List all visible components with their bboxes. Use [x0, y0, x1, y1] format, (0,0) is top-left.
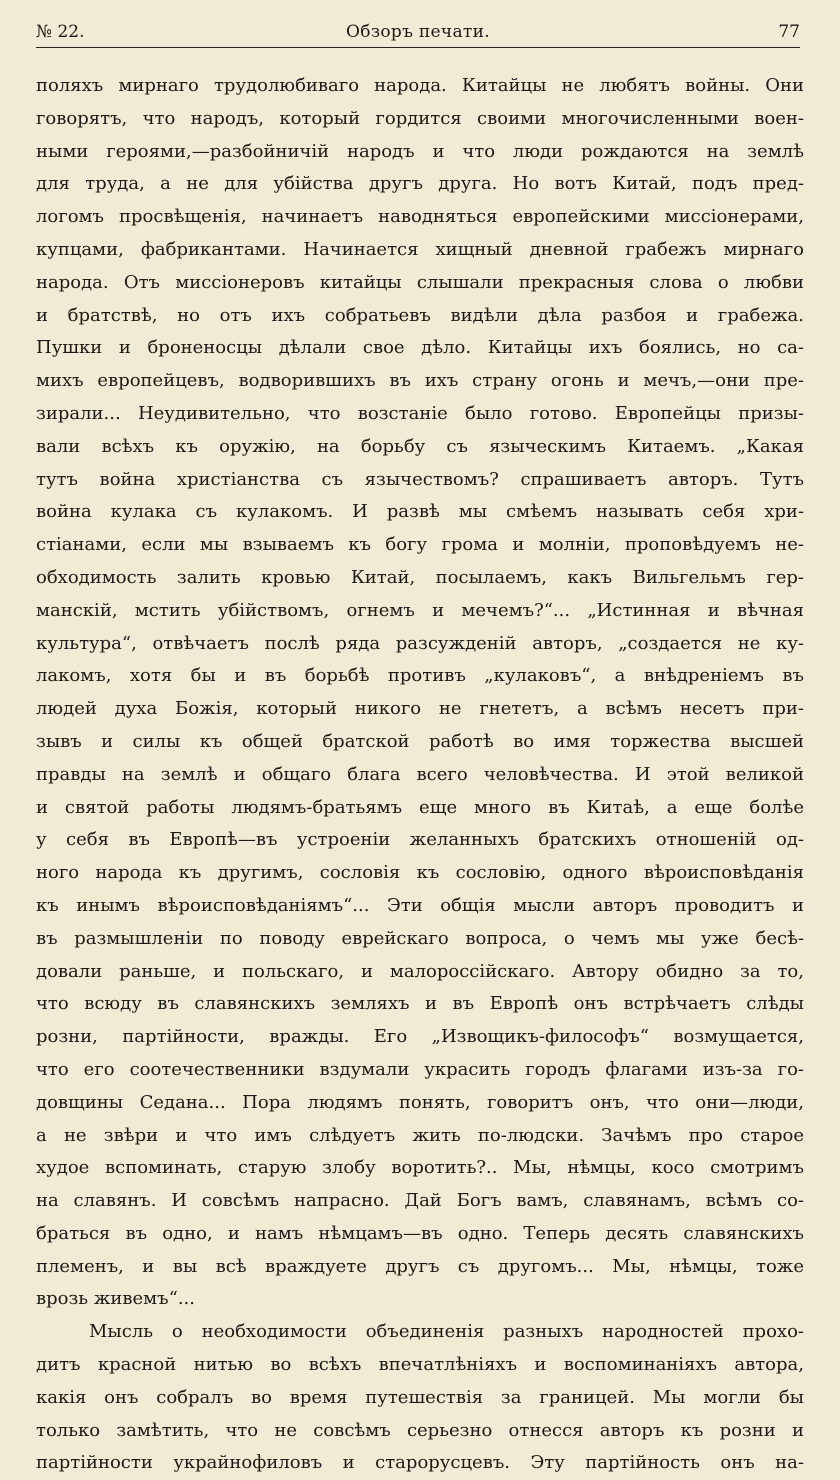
- text-line: къ инымъ вѣроисповѣданіямъ“... Эти общія мысли авторъ проводитъ и: [36, 894, 804, 916]
- text-line: что всюду въ славянскихъ земляхъ и въ Европѣ онъ встрѣчаетъ слѣды: [36, 993, 804, 1015]
- text-line: а не звѣри и что имъ слѣдуетъ жить по-людски. Зачѣмъ про старое: [36, 1124, 804, 1146]
- text-line: тутъ война христіанства съ язычествомъ? спрашиваетъ авторъ. Тутъ: [36, 468, 804, 490]
- text-line: врозь живемъ“...: [36, 1288, 195, 1310]
- text-line: культура“, отвѣчаетъ послѣ ряда разсужденій авторъ, „создается не ку-: [36, 632, 804, 654]
- text-line: у себя въ Европѣ—въ устроеніи желанныхъ братскихъ отношеній од-: [36, 829, 804, 851]
- text-line: говорятъ, что народъ, который гордится своими многочисленными воен-: [36, 107, 804, 129]
- text-line: правды на землѣ и общаго блага всего человѣчества. И этой великой: [36, 763, 804, 785]
- article-body: [36, 70, 804, 1480]
- text-line: какія онъ собралъ во время путешествія за границей. Мы могли бы: [36, 1386, 804, 1408]
- text-line: война кулака съ кулакомъ. И развѣ мы смѣемъ называть себя хри-: [36, 501, 804, 523]
- text-line: стіанами, если мы взываемъ къ богу грома и молніи, проповѣдуемъ не-: [36, 534, 804, 556]
- text-line: браться въ одно, и намъ нѣмцамъ—въ одно. Теперь десять славянскихъ: [36, 1222, 804, 1244]
- text-line: ного народа къ другимъ, сословія къ сословію, одного вѣроисповѣданія: [36, 862, 804, 884]
- text-line: михъ европейцевъ, водворившихъ въ ихъ страну огонь и мечъ,—они пре-: [36, 370, 804, 392]
- text-line: логомъ просвѣщенія, начинаетъ наводняться европейскими миссіонерами,: [36, 206, 804, 228]
- paragraph-1: [36, 70, 804, 1316]
- text-line: Мысль о необходимости объединенія разныхъ народностей прохо-: [89, 1321, 804, 1343]
- text-line: довщины Седана... Пора людямъ понять, говоритъ онъ, что они—люди,: [36, 1091, 804, 1113]
- text-line: ными героями,—разбойничій народъ и что люди рождаются на землѣ: [36, 140, 804, 162]
- text-line: поляхъ мирнаго трудолюбиваго народа. Китайцы не любятъ войны. Они: [36, 75, 804, 96]
- text-line: партійности украйнофиловъ и старорусцевъ. Эту партійность онъ на-: [36, 1452, 804, 1474]
- text-line: зывъ и силы къ общей братской работѣ во имя торжества высшей: [36, 730, 804, 752]
- text-line: племенъ, и вы всѣ враждуете другъ съ другомъ... Мы, нѣмцы, тоже: [36, 1255, 804, 1277]
- paragraph-2: [36, 1316, 804, 1480]
- text-line: народа. Отъ миссіонеровъ китайцы слышали прекрасныя слова о любви: [36, 271, 804, 293]
- page-number: 77: [778, 22, 800, 42]
- text-line: дитъ красной нитью во всѣхъ впечатлѣніяхъ и воспоминаніяхъ автора,: [36, 1354, 804, 1376]
- text-line: лакомъ, хотя бы и въ борьбѣ противъ „кулаковъ“, а внѣдреніемъ въ: [36, 665, 804, 687]
- text-line: манскій, мстить убійствомъ, огнемъ и мечемъ?“... „Истинная и вѣчная: [36, 599, 804, 621]
- text-line: что его соотечественники вздумали украсить городъ флагами изъ-за го-: [36, 1058, 804, 1080]
- issue-number: № 22.: [36, 22, 85, 42]
- text-line: Пушки и броненосцы дѣлали свое дѣло. Китайцы ихъ боялись, но са-: [36, 337, 804, 359]
- text-line: вали всѣхъ къ оружію, на борьбу съ языческимъ Китаемъ. „Какая: [36, 435, 804, 457]
- page-header: [36, 22, 800, 44]
- text-line: и святой работы людямъ-братьямъ еще много въ Китаѣ, а еще болѣе: [36, 796, 804, 818]
- text-line: розни, партійности, вражды. Его „Извощикъ-философъ“ возмущается,: [36, 1026, 804, 1048]
- text-line: худое вспоминать, старую злобу воротить?.. Мы, нѣмцы, косо смотримъ: [36, 1157, 804, 1179]
- text-line: на славянъ. И совсѣмъ напрасно. Дай Богъ вамъ, славянамъ, всѣмъ со-: [36, 1190, 804, 1212]
- text-line: зирали... Неудивительно, что возстаніе было готово. Европейцы призы-: [36, 402, 804, 424]
- text-line: въ размышленіи по поводу еврейскаго вопроса, о чемъ мы уже бесѣ-: [36, 927, 804, 949]
- text-line: для труда, а не для убійства другъ друга. Но вотъ Китай, подъ пред-: [36, 173, 804, 195]
- text-line: обходимость залить кровью Китай, посылаемъ, какъ Вильгельмъ гер-: [36, 566, 804, 588]
- text-line: купцами, фабрикантами. Начинается хищный дневной грабежъ мирнаго: [36, 238, 804, 260]
- running-title: Обзоръ печати.: [346, 22, 490, 42]
- text-line: только замѣтить, что не совсѣмъ серьезно отнесся авторъ къ розни и: [36, 1419, 804, 1441]
- header-rule: [36, 47, 800, 48]
- text-line: довали раньше, и польскаго, и малороссійскаго. Автору обидно за то,: [36, 960, 804, 982]
- text-line: и братствѣ, но отъ ихъ собратьевъ видѣли дѣла разбоя и грабежа.: [36, 304, 804, 326]
- text-line: людей духа Божія, который никого не гнететъ, а всѣмъ несетъ при-: [36, 698, 804, 720]
